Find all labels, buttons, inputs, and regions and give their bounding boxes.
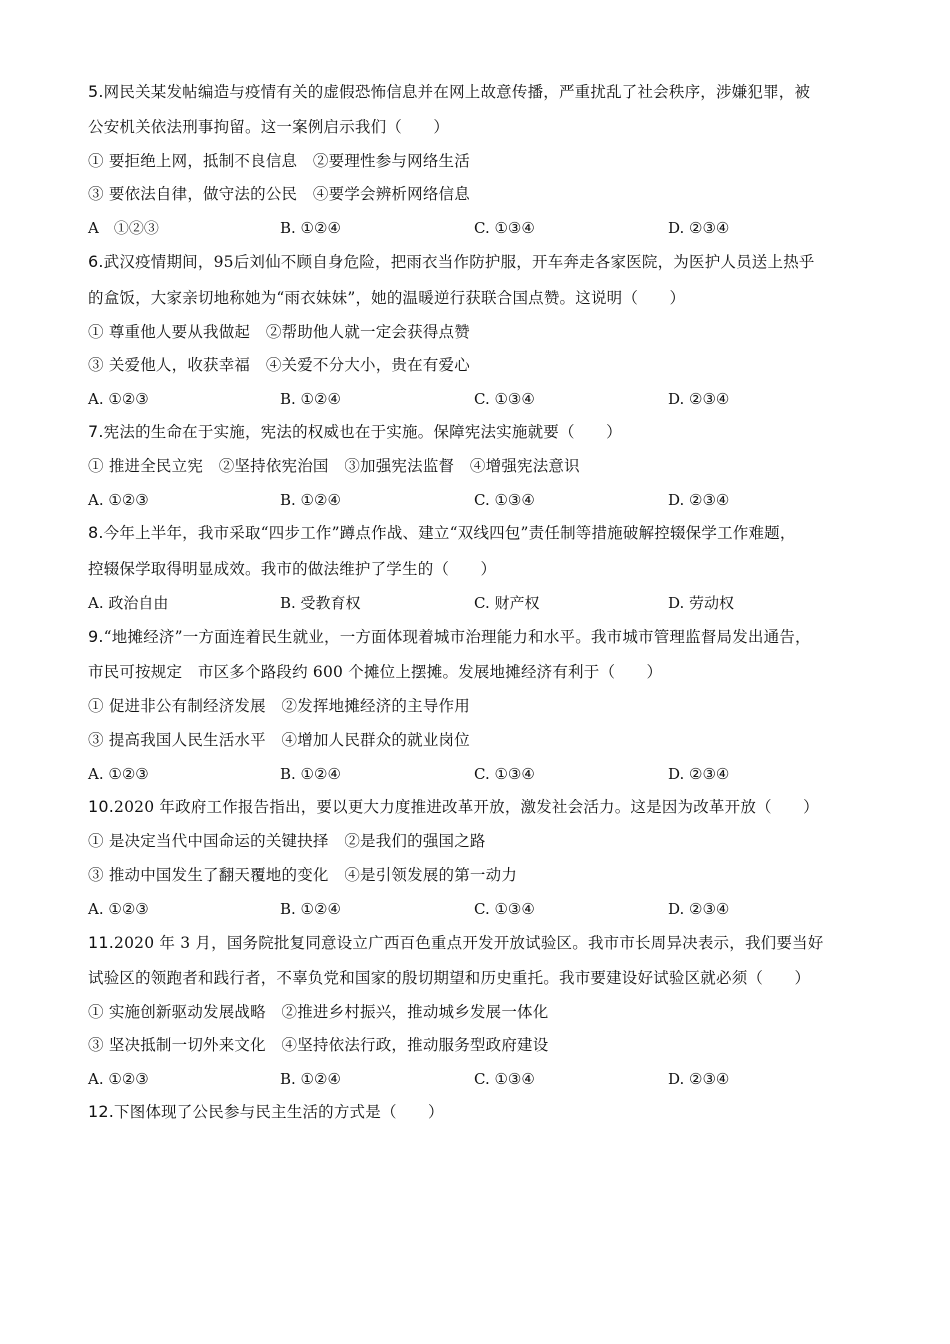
question-number: 5. xyxy=(88,82,104,101)
question-5-options xyxy=(88,218,878,238)
question-8-stem-line-1 xyxy=(88,523,878,543)
option-b: B. ①②④ xyxy=(280,1070,341,1088)
question-text: 网民关某发帖编造与疫情有关的虚假恐怖信息并在网上故意传播，严重扰乱了社会秩序，涉嫌犯罪，被 xyxy=(103,83,811,101)
question-11-statement-2: ③ 坚决抵制一切外来文化 ④坚持依法行政，推动服务型政府建设 xyxy=(88,1036,549,1054)
question-10-options xyxy=(88,899,878,919)
question-text: 2020 年 3 月，国务院批复同意设立广西百色重点开发开放试验区。我市市长周异决表示，我们要当好 xyxy=(114,934,824,952)
question-6-options xyxy=(88,389,878,409)
question-5-stem-line-2: 公安机关依法刑事拘留。这一案例启示我们（ ） xyxy=(88,118,450,136)
question-number: 10. xyxy=(88,797,115,816)
question-number: 7. xyxy=(88,422,104,441)
question-5-statement-1: ① 要拒绝上网，抵制不良信息 ②要理性参与网络生活 xyxy=(88,152,470,170)
option-b: B. ①②④ xyxy=(280,219,341,237)
question-number: 11. xyxy=(88,933,115,952)
question-text: “地摊经济”一方面连着民生就业，一方面体现着城市治理能力和水平。我市城市管理监督局发出通告， xyxy=(103,628,811,646)
option-b: B. ①②④ xyxy=(280,390,341,408)
option-a: A. ①②③ xyxy=(88,390,149,408)
option-d: D. 劳动权 xyxy=(668,594,735,612)
option-a: A. 政治自由 xyxy=(88,594,169,612)
question-9-options xyxy=(88,764,878,784)
question-6-statement-1: ① 尊重他人要从我做起 ②帮助他人就一定会获得点赞 xyxy=(88,323,470,341)
question-7-statement-1: ① 推进全民立宪 ②坚持依宪治国 ③加强宪法监督 ④增强宪法意识 xyxy=(88,457,580,475)
question-11-options xyxy=(88,1069,878,1089)
question-9-stem-line-2: 市民可按规定 市区多个路段约 600 个摊位上摆摊。发展地摊经济有利于（ ） xyxy=(88,663,663,681)
question-number: 8. xyxy=(88,523,104,542)
option-a: A ①②③ xyxy=(88,219,159,237)
option-b: B. 受教育权 xyxy=(280,594,361,612)
question-number: 12. xyxy=(88,1102,115,1121)
question-9-statement-1: ① 促进非公有制经济发展 ②发挥地摊经济的主导作用 xyxy=(88,697,470,715)
option-a: A. ①②③ xyxy=(88,765,149,783)
option-d: D. ②③④ xyxy=(668,491,730,509)
option-b: B. ①②④ xyxy=(280,491,341,509)
option-b: B. ①②④ xyxy=(280,765,341,783)
question-10-statement-1: ① 是决定当代中国命运的关键抉择 ②是我们的强国之路 xyxy=(88,832,486,850)
option-b: B. ①②④ xyxy=(280,900,341,918)
option-c: C. ①③④ xyxy=(474,491,535,509)
question-text: 武汉疫情期间，95后刘仙不顾自身危险，把雨衣当作防护服，开车奔走各家医院，为医护人员送上热乎 xyxy=(103,253,815,271)
question-7-options xyxy=(88,490,878,510)
option-c: C. ①③④ xyxy=(474,390,535,408)
question-6-stem-line-2: 的盒饭，大家亲切地称她为“雨衣妹妹”，她的温暖逆行获联合国点赞。这说明（ ） xyxy=(88,289,686,307)
question-5-statement-2: ③ 要依法自律，做守法的公民 ④要学会辨析网络信息 xyxy=(88,185,470,203)
option-d: D. ②③④ xyxy=(668,1070,730,1088)
question-number: 6. xyxy=(88,252,104,271)
question-10-stem-line-1 xyxy=(88,797,878,817)
option-a: A. ①②③ xyxy=(88,1070,149,1088)
option-d: D. ②③④ xyxy=(668,390,730,408)
option-c: C. ①③④ xyxy=(474,765,535,783)
question-7-stem-line-1 xyxy=(88,422,878,442)
question-12-stem-line-1 xyxy=(88,1102,878,1122)
question-11-stem-line-1 xyxy=(88,933,878,953)
question-11-statement-1: ① 实施创新驱动发展战略 ②推进乡村振兴，推动城乡发展一体化 xyxy=(88,1003,549,1021)
question-text: 今年上半年，我市采取“四步工作”蹲点作战、建立“双线四包”责任制等措施破解控辍保学工作难题， xyxy=(103,524,796,542)
option-c: C. ①③④ xyxy=(474,1070,535,1088)
question-text: 下图体现了公民参与民主生活的方式是（ ） xyxy=(114,1103,444,1121)
question-8-options xyxy=(88,593,878,613)
question-8-stem-line-2: 控辍保学取得明显成效。我市的做法维护了学生的（ ） xyxy=(88,560,497,578)
question-9-stem-line-1 xyxy=(88,627,878,647)
question-5-stem-line-1 xyxy=(88,82,878,102)
question-text: 宪法的生命在于实施，宪法的权威也在于实施。保障宪法实施就要（ ） xyxy=(103,423,622,441)
option-d: D. ②③④ xyxy=(668,900,730,918)
option-d: D. ②③④ xyxy=(668,765,730,783)
question-number: 9. xyxy=(88,627,104,646)
question-11-stem-line-2: 试验区的领跑者和践行者，不辜负党和国家的殷切期望和历史重托。我市要建设好试验区就必须（ ） xyxy=(88,969,811,987)
option-d: D. ②③④ xyxy=(668,219,730,237)
option-c: C. ①③④ xyxy=(474,219,535,237)
question-9-statement-2: ③ 提高我国人民生活水平 ④增加人民群众的就业岗位 xyxy=(88,731,470,749)
question-6-statement-2: ③ 关爱他人，收获幸福 ④关爱不分大小，贵在有爱心 xyxy=(88,356,470,374)
question-10-statement-2: ③ 推动中国发生了翻天覆地的变化 ④是引领发展的第一动力 xyxy=(88,866,518,884)
option-c: C. 财产权 xyxy=(474,594,540,612)
option-c: C. ①③④ xyxy=(474,900,535,918)
option-a: A. ①②③ xyxy=(88,491,149,509)
option-a: A. ①②③ xyxy=(88,900,149,918)
question-text: 2020 年政府工作报告指出，要以更大力度推进改革开放，激发社会活力。这是因为改革开放（ ） xyxy=(114,798,819,816)
question-6-stem-line-1 xyxy=(88,252,878,272)
